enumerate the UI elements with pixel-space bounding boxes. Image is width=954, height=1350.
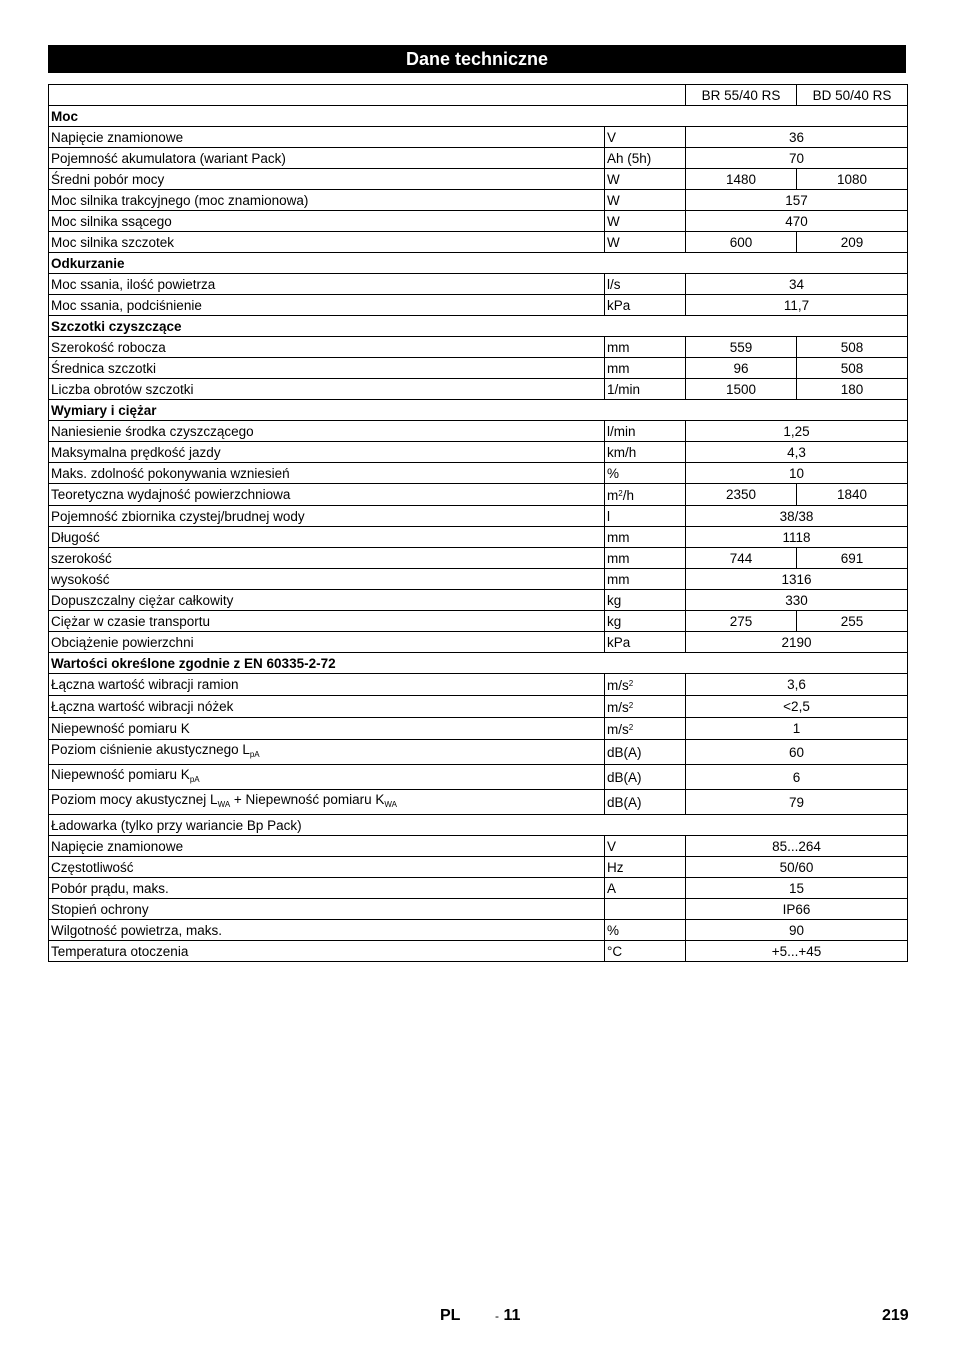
row-unit <box>605 190 686 211</box>
row-unit <box>605 337 686 358</box>
row-label <box>49 899 605 920</box>
table-row <box>49 295 908 316</box>
row-label-text: Szerokość robocza <box>51 339 166 355</box>
row-label-text: Obciążenie powierzchni <box>51 634 194 650</box>
row-unit <box>605 696 686 718</box>
table-row <box>49 463 908 484</box>
table-row <box>49 127 908 148</box>
section-header-row <box>49 253 908 274</box>
table-row <box>49 169 908 190</box>
row-label <box>49 442 605 463</box>
row-unit <box>605 611 686 632</box>
row-value-shared: 2190 <box>686 632 908 653</box>
row-label-text: Stopień ochrony <box>51 901 149 917</box>
row-unit-text: mm <box>607 571 630 587</box>
row-label <box>49 920 605 941</box>
row-unit-text: V <box>607 129 617 145</box>
row-value-shared: IP66 <box>686 899 908 920</box>
header-blank-cell <box>49 85 686 106</box>
row-value-br: 744 <box>686 548 797 569</box>
row-unit-text: W <box>607 213 620 229</box>
row-unit <box>605 484 686 506</box>
row-unit <box>605 169 686 190</box>
row-value-br: 559 <box>686 337 797 358</box>
row-label-text: Łączna wartość wibracji ramion <box>51 677 239 692</box>
row-label <box>49 421 605 442</box>
table-row <box>49 379 908 400</box>
row-unit-text: 1/min <box>607 381 641 397</box>
row-label <box>49 295 605 316</box>
row-label-text: Długość <box>51 529 100 545</box>
row-unit <box>605 527 686 548</box>
table-header-row <box>49 85 908 106</box>
row-label-text: Naniesienie środka czyszczącego <box>51 423 254 439</box>
table-row <box>49 941 908 962</box>
row-label-text: Maks. zdolność pokonywania wzniesień <box>51 465 290 481</box>
table-row <box>49 548 908 569</box>
table-row <box>49 611 908 632</box>
row-value-shared: +5...+45 <box>686 941 908 962</box>
row-label <box>49 836 605 857</box>
row-unit-text: % <box>607 465 620 481</box>
table-row <box>49 211 908 232</box>
row-label-subscript: WA <box>217 800 231 809</box>
section-header-row <box>49 316 908 337</box>
row-unit-text: kPa <box>607 634 631 650</box>
row-label-text: Częstotliwość <box>51 859 134 875</box>
row-unit <box>605 790 686 815</box>
row-unit <box>605 674 686 696</box>
row-value-br: 600 <box>686 232 797 253</box>
row-label <box>49 696 605 718</box>
row-value-shared: 50/60 <box>686 857 908 878</box>
table-row <box>49 484 908 506</box>
row-unit-text: mm <box>607 529 630 545</box>
row-label <box>49 274 605 295</box>
row-unit <box>605 569 686 590</box>
row-value-shared: 11,7 <box>686 295 908 316</box>
row-unit <box>605 740 686 765</box>
row-unit-text: °C <box>607 943 623 959</box>
row-label <box>49 463 605 484</box>
row-value-shared: 79 <box>686 790 908 815</box>
column-header-br: BR 55/40 RS <box>686 85 797 106</box>
row-unit <box>605 506 686 527</box>
row-label <box>49 718 605 740</box>
row-label <box>49 169 605 190</box>
row-label <box>49 674 605 696</box>
row-unit <box>605 274 686 295</box>
row-unit-suffix: /h <box>622 488 634 503</box>
row-value-bd: 691 <box>797 548 908 569</box>
table-row <box>49 632 908 653</box>
row-value-bd: 508 <box>797 337 908 358</box>
row-unit-text: m/s <box>607 678 629 693</box>
row-unit-text: kg <box>607 592 622 608</box>
row-unit-text: m <box>607 488 619 503</box>
table-row <box>49 740 908 765</box>
footer-dash: - <box>495 1309 499 1323</box>
row-value-shared: 15 <box>686 878 908 899</box>
table-row <box>49 569 908 590</box>
row-label <box>49 211 605 232</box>
row-label <box>49 190 605 211</box>
row-value-br: 1500 <box>686 379 797 400</box>
row-label-text: Napięcie znamionowe <box>51 129 184 145</box>
row-unit <box>605 718 686 740</box>
row-unit-text: A <box>607 880 617 896</box>
row-value-shared: 157 <box>686 190 908 211</box>
row-value-shared: 4,3 <box>686 442 908 463</box>
row-unit <box>605 836 686 857</box>
row-label <box>49 548 605 569</box>
footer-language: PL <box>440 1307 461 1324</box>
row-unit <box>605 232 686 253</box>
row-unit-superscript: 2 <box>628 701 634 710</box>
section-header-row <box>49 106 908 127</box>
row-label-text: Niepewność pomiaru K <box>51 721 190 736</box>
table-row <box>49 337 908 358</box>
row-label <box>49 506 605 527</box>
table-row <box>49 696 908 718</box>
table-row <box>49 190 908 211</box>
row-value-shared: 34 <box>686 274 908 295</box>
row-label <box>49 358 605 379</box>
row-value-shared: 90 <box>686 920 908 941</box>
row-unit-text: m/s <box>607 700 629 715</box>
row-value-shared: 85...264 <box>686 836 908 857</box>
table-row <box>49 836 908 857</box>
row-label <box>49 232 605 253</box>
row-label-text: Łączna wartość wibracji nóżek <box>51 699 234 714</box>
row-unit <box>605 878 686 899</box>
row-label <box>49 740 605 765</box>
row-value-shared: 330 <box>686 590 908 611</box>
row-label <box>49 790 605 815</box>
row-value-br: 96 <box>686 358 797 379</box>
row-unit-text: Hz <box>607 859 624 875</box>
row-label-text: Poziom mocy akustycznej L <box>51 792 218 807</box>
row-unit-text: W <box>607 171 620 187</box>
row-unit <box>605 379 686 400</box>
row-label <box>49 337 605 358</box>
row-label-subscript: pA <box>189 775 200 784</box>
table-row <box>49 674 908 696</box>
row-label-text: Moc ssania, ilość powietrza <box>51 276 216 292</box>
table-row <box>49 506 908 527</box>
row-unit-text: mm <box>607 360 630 376</box>
footer-page-ref <box>495 1307 520 1325</box>
row-label-text: Ciężar w czasie transportu <box>51 613 211 629</box>
section-label: Wartości określone zgodnie z EN 60335-2-72 <box>49 653 908 674</box>
row-label-text: Moc silnika trakcyjnego (moc znamionowa) <box>51 192 309 208</box>
row-unit <box>605 358 686 379</box>
row-unit <box>605 632 686 653</box>
row-label <box>49 857 605 878</box>
row-label-text: Maksymalna prędkość jazdy <box>51 444 221 460</box>
row-unit-text: W <box>607 234 620 250</box>
row-label-text: Średnica szczotki <box>51 360 157 376</box>
row-unit <box>605 920 686 941</box>
row-value-shared: 3,6 <box>686 674 908 696</box>
row-unit-text: mm <box>607 339 630 355</box>
section-header-row <box>49 400 908 421</box>
row-label <box>49 941 605 962</box>
row-unit-superscript: 2 <box>628 679 634 688</box>
row-unit <box>605 857 686 878</box>
section-label: Moc <box>49 106 908 127</box>
row-value-bd: 1080 <box>797 169 908 190</box>
row-label-text: Pojemność akumulatora (wariant Pack) <box>51 150 286 166</box>
row-value-shared: 1118 <box>686 527 908 548</box>
row-unit-text: dB(A) <box>607 794 642 810</box>
page-title: Dane techniczne <box>48 45 906 73</box>
table-row <box>49 274 908 295</box>
row-unit <box>605 442 686 463</box>
row-label <box>49 484 605 506</box>
row-value-bd: 180 <box>797 379 908 400</box>
row-label-text: Moc ssania, podciśnienie <box>51 297 202 313</box>
row-label-text: Temperatura otoczenia <box>51 943 189 959</box>
table-row <box>49 718 908 740</box>
row-label-text: Dopuszczalny ciężar całkowity <box>51 592 234 608</box>
row-unit-text: % <box>607 922 620 938</box>
table-row <box>49 857 908 878</box>
row-value-shared: 1316 <box>686 569 908 590</box>
subsection-row <box>49 815 908 836</box>
table-row <box>49 590 908 611</box>
row-label-subscript: WA <box>384 800 397 809</box>
row-unit <box>605 295 686 316</box>
row-label-text: Moc silnika szczotek <box>51 234 175 250</box>
row-value-shared: 6 <box>686 765 908 790</box>
row-unit <box>605 899 686 920</box>
row-value-br: 275 <box>686 611 797 632</box>
row-label-subscript: pA <box>249 750 260 759</box>
row-value-bd: 508 <box>797 358 908 379</box>
column-header-bd: BD 50/40 RS <box>797 85 908 106</box>
row-value-shared: 38/38 <box>686 506 908 527</box>
row-value-br: 2350 <box>686 484 797 506</box>
row-unit-superscript: 2 <box>618 489 623 498</box>
row-unit <box>605 463 686 484</box>
table-row <box>49 899 908 920</box>
row-value-shared: 1,25 <box>686 421 908 442</box>
row-unit <box>605 590 686 611</box>
row-label <box>49 127 605 148</box>
table-row <box>49 527 908 548</box>
row-label-text: wysokość <box>51 571 110 587</box>
row-label-text: Moc silnika ssącego <box>51 213 172 229</box>
technical-data-table <box>48 84 908 962</box>
table-row <box>49 765 908 790</box>
table-row <box>49 232 908 253</box>
row-unit-text: km/h <box>607 444 637 460</box>
row-label-mid: + Niepewność pomiaru K <box>230 792 385 807</box>
row-value-shared: 70 <box>686 148 908 169</box>
row-value-bd: 255 <box>797 611 908 632</box>
row-label <box>49 569 605 590</box>
row-label <box>49 527 605 548</box>
row-unit-text: l <box>607 508 610 524</box>
row-value-shared: 1 <box>686 718 908 740</box>
row-unit-text: dB(A) <box>607 769 642 785</box>
row-unit-text: mm <box>607 550 630 566</box>
row-label-text: Liczba obrotów szczotki <box>51 381 194 397</box>
row-label-text: Pojemność zbiornika czystej/brudnej wody <box>51 508 305 524</box>
row-unit <box>605 765 686 790</box>
section-label: Wymiary i ciężar <box>49 400 908 421</box>
row-value-bd: 209 <box>797 232 908 253</box>
row-label-text: szerokość <box>51 550 112 566</box>
row-unit-text: m/s <box>607 722 629 737</box>
row-unit <box>605 421 686 442</box>
row-label-text: Średni pobór mocy <box>51 171 165 187</box>
footer-page-number: 219 <box>882 1307 909 1324</box>
row-value-shared: <2,5 <box>686 696 908 718</box>
row-label-text: Teoretyczna wydajność powierzchniowa <box>51 487 291 502</box>
row-label-text: Napięcie znamionowe <box>51 838 184 854</box>
row-label-text: Niepewność pomiaru K <box>51 767 190 782</box>
row-unit <box>605 127 686 148</box>
row-unit-text: l/s <box>607 276 621 292</box>
row-unit-text: Ah (5h) <box>607 150 652 166</box>
row-unit <box>605 148 686 169</box>
row-label <box>49 148 605 169</box>
row-label <box>49 590 605 611</box>
row-label-text: Poziom ciśnienie akustycznego L <box>51 742 250 757</box>
section-label: Ładowarka (tylko przy wariancie Bp Pack) <box>49 815 908 836</box>
row-label <box>49 632 605 653</box>
section-label: Odkurzanie <box>49 253 908 274</box>
row-value-shared: 10 <box>686 463 908 484</box>
row-label-text: Pobór prądu, maks. <box>51 880 169 896</box>
table-row <box>49 920 908 941</box>
table-row <box>49 421 908 442</box>
row-unit-text: dB(A) <box>607 744 642 760</box>
table-row <box>49 790 908 815</box>
row-value-br: 1480 <box>686 169 797 190</box>
row-value-bd: 1840 <box>797 484 908 506</box>
row-label <box>49 611 605 632</box>
row-unit-text: l/min <box>607 423 636 439</box>
table-row <box>49 442 908 463</box>
row-unit <box>605 941 686 962</box>
table-row <box>49 878 908 899</box>
row-unit-text: V <box>607 838 617 854</box>
row-value-shared: 470 <box>686 211 908 232</box>
row-unit-text: kg <box>607 613 622 629</box>
row-label <box>49 878 605 899</box>
section-label: Szczotki czyszczące <box>49 316 908 337</box>
row-value-shared: 60 <box>686 740 908 765</box>
row-unit-text: kPa <box>607 297 631 313</box>
row-label <box>49 379 605 400</box>
row-unit <box>605 211 686 232</box>
table-row <box>49 148 908 169</box>
row-unit-superscript: 2 <box>628 723 634 732</box>
row-value-shared: 36 <box>686 127 908 148</box>
row-label <box>49 765 605 790</box>
row-unit-text: W <box>607 192 620 208</box>
row-label-text: Wilgotność powietrza, maks. <box>51 922 223 938</box>
table-row <box>49 358 908 379</box>
footer-page-ref-number: 11 <box>503 1307 521 1324</box>
row-unit <box>605 548 686 569</box>
section-header-row <box>49 653 908 674</box>
